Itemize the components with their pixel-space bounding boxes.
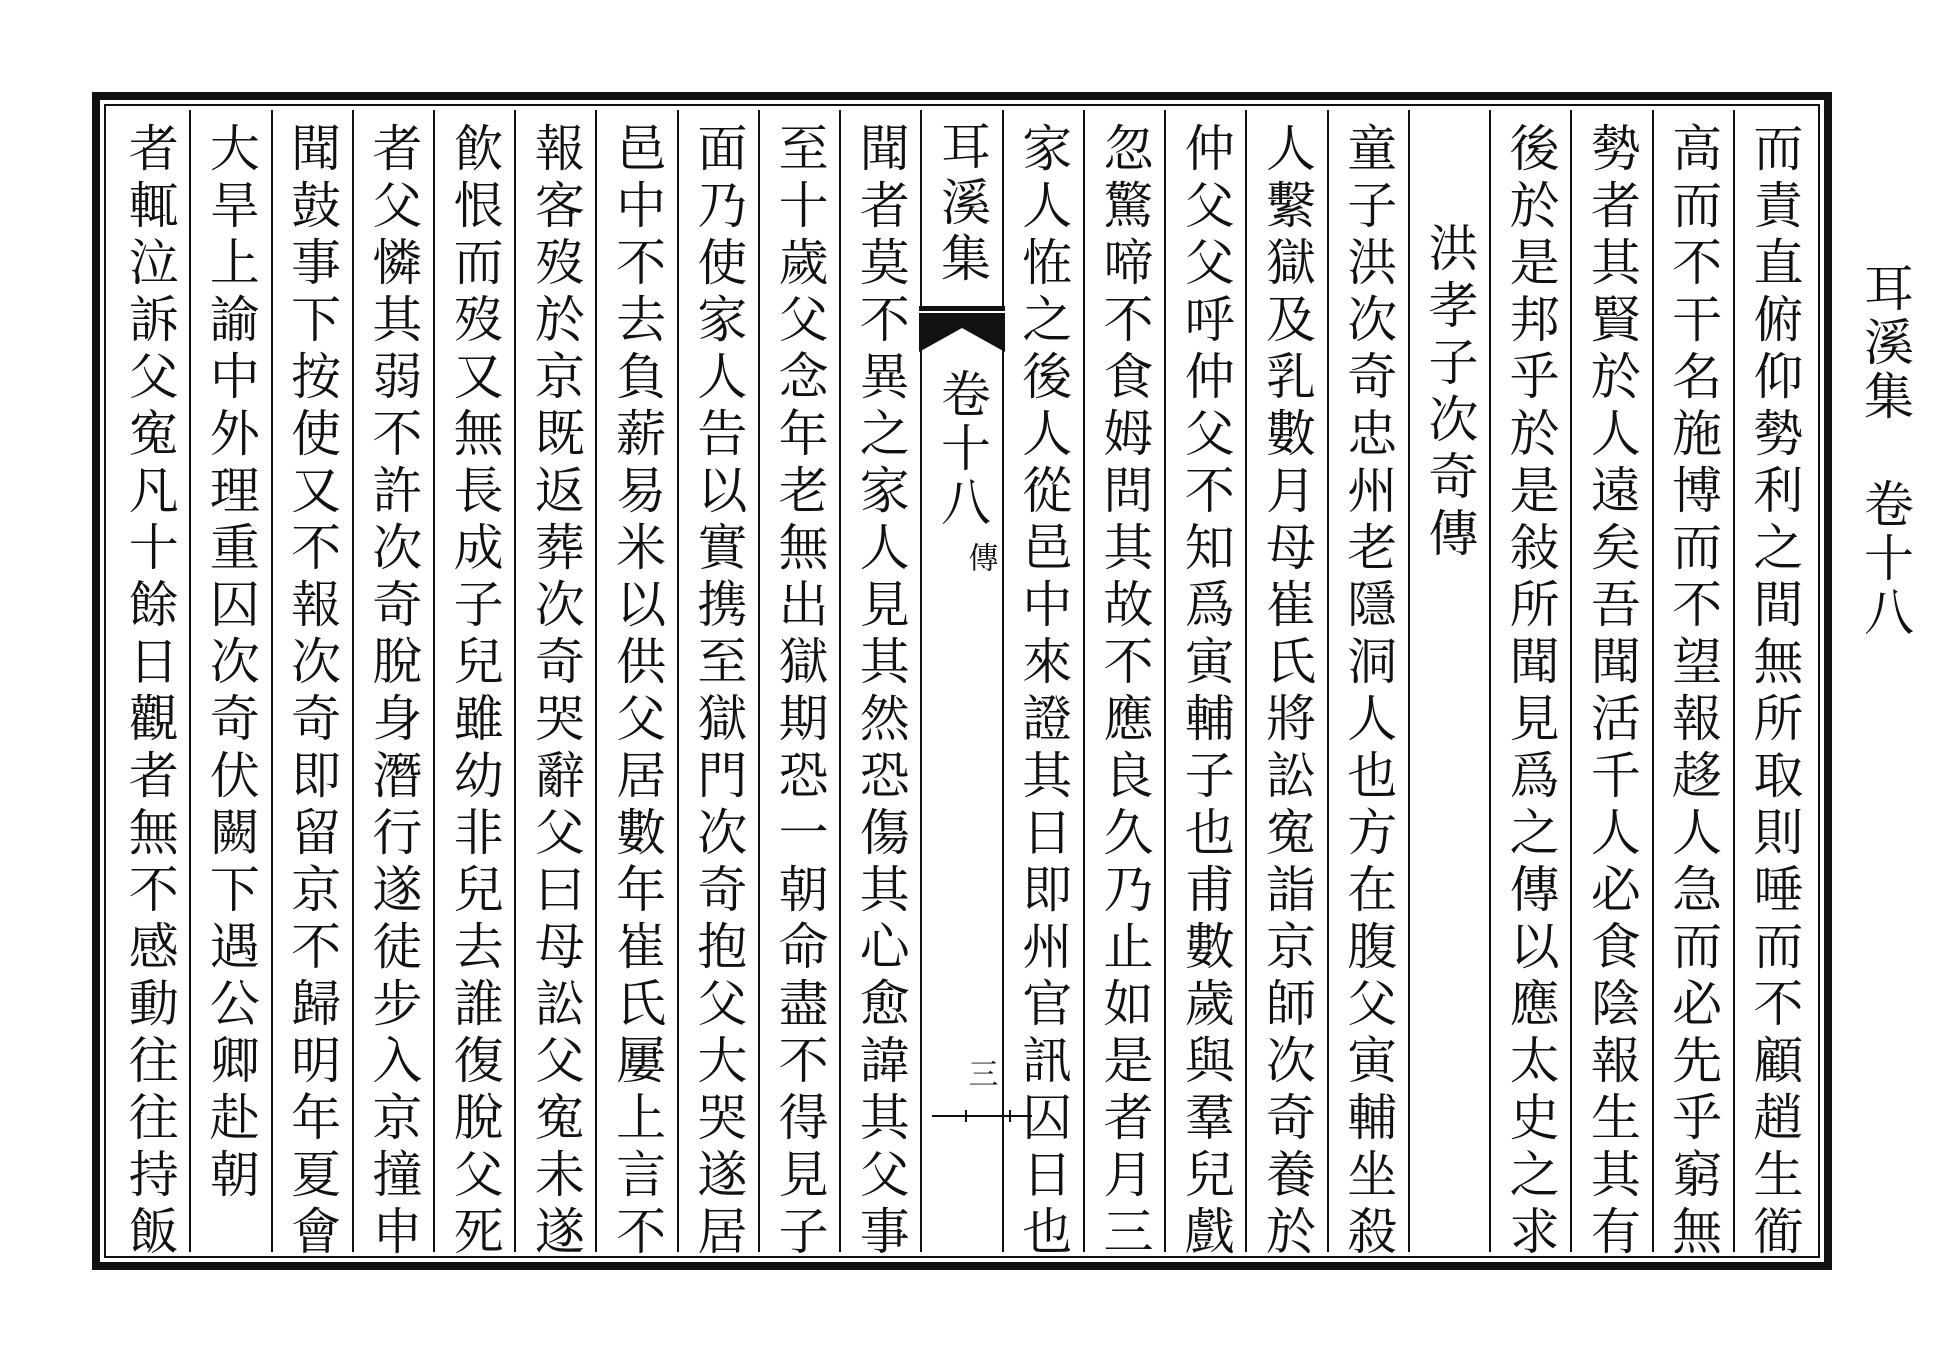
column-text: 者輒泣訴父寃凡十餘日觀者無不感動往往持飯 bbox=[120, 122, 179, 1262]
text-column bbox=[595, 110, 676, 1262]
column-text: 忽驚啼不食姆問其故不應良久乃止如是者月三 bbox=[1095, 122, 1154, 1262]
text-column bbox=[271, 110, 352, 1262]
text-column bbox=[433, 110, 514, 1262]
column-text: 聞鼓事下按使又不報次奇即留京不歸明年夏會 bbox=[283, 122, 342, 1262]
column-text: 至十歲父念年老無出獄期恐一朝命盡不得見子 bbox=[770, 122, 829, 1262]
text-column bbox=[189, 110, 270, 1252]
text-column bbox=[1083, 110, 1164, 1262]
column-text: 聞者莫不異之家人見其然恐傷其心愈諱其父事 bbox=[851, 122, 910, 1262]
center-gutter bbox=[920, 110, 1001, 1252]
biography-title: 洪孝子次奇傳 bbox=[1420, 222, 1479, 564]
title-column bbox=[1408, 110, 1489, 1252]
margin-title: 耳溪集 卷十八 bbox=[1856, 262, 1914, 640]
column-text: 大旱上諭中外理重囚次奇伏闕下遇公卿赴朝 bbox=[201, 122, 260, 1205]
column-text: 飮恨而歿又無長成子兒雖幼非兒去誰復脫父死 bbox=[445, 122, 504, 1262]
text-column bbox=[1489, 110, 1570, 1262]
fishtail-ornament-icon bbox=[919, 306, 1005, 352]
column-text: 面乃使家人告以實携至獄門次奇抱父大哭遂居 bbox=[689, 122, 748, 1262]
gutter-page-number: 三 bbox=[962, 1058, 998, 1088]
page-frame bbox=[92, 92, 1832, 1270]
column-text: 報客歿於京既返葬次奇哭辭父曰母訟父寃未遂 bbox=[526, 122, 585, 1262]
column-text: 後於是邦乎於是敍所聞見爲之傳以應太史之求 bbox=[1501, 122, 1560, 1262]
gutter-volume: 卷十八 bbox=[933, 368, 992, 530]
text-columns bbox=[110, 110, 1814, 1262]
text-column bbox=[839, 110, 920, 1262]
text-column bbox=[758, 110, 839, 1262]
text-column bbox=[1570, 110, 1651, 1262]
column-text: 家人恠之後人從邑中來證其日即州官訊囚日也 bbox=[1014, 122, 1073, 1262]
gutter-book-title: 耳溪集 bbox=[933, 120, 992, 288]
column-text: 仲父父呼仲父不知爲寅輔子也甫數歲與羣兒戲 bbox=[1176, 122, 1235, 1262]
text-column bbox=[1327, 110, 1408, 1262]
column-text: 而責直俯仰勢利之間無所取則唾而不顧趙生衜 bbox=[1745, 122, 1804, 1262]
text-column bbox=[514, 110, 595, 1262]
text-column bbox=[352, 110, 433, 1262]
text-column bbox=[1652, 110, 1733, 1262]
column-text: 邑中不去負薪易米以供父居數年崔氏屢上言不 bbox=[608, 122, 667, 1262]
column-text: 人繫獄及乳數月母崔氏將訟寃詣京師次奇養於 bbox=[1257, 122, 1316, 1262]
text-column bbox=[1245, 110, 1326, 1262]
column-text: 者父憐其弱不許次奇脫身潛行遂徒步入京撞申 bbox=[364, 122, 423, 1262]
column-text: 高而不干名施博而不望報趍人急而必先乎窮無 bbox=[1664, 122, 1723, 1262]
text-column bbox=[110, 110, 189, 1262]
gutter-genre: 傳 bbox=[962, 542, 998, 572]
column-text: 童子洪次奇忠州老隱洞人也方在腹父寅輔坐殺 bbox=[1339, 122, 1398, 1262]
text-column bbox=[677, 110, 758, 1262]
gutter-rule-mark bbox=[932, 1110, 1032, 1122]
column-text: 勢者其賢於人遠矣吾聞活千人必食陰報生其有 bbox=[1582, 122, 1641, 1262]
text-column bbox=[1733, 110, 1814, 1262]
text-column bbox=[1002, 110, 1083, 1262]
text-column bbox=[1164, 110, 1245, 1262]
